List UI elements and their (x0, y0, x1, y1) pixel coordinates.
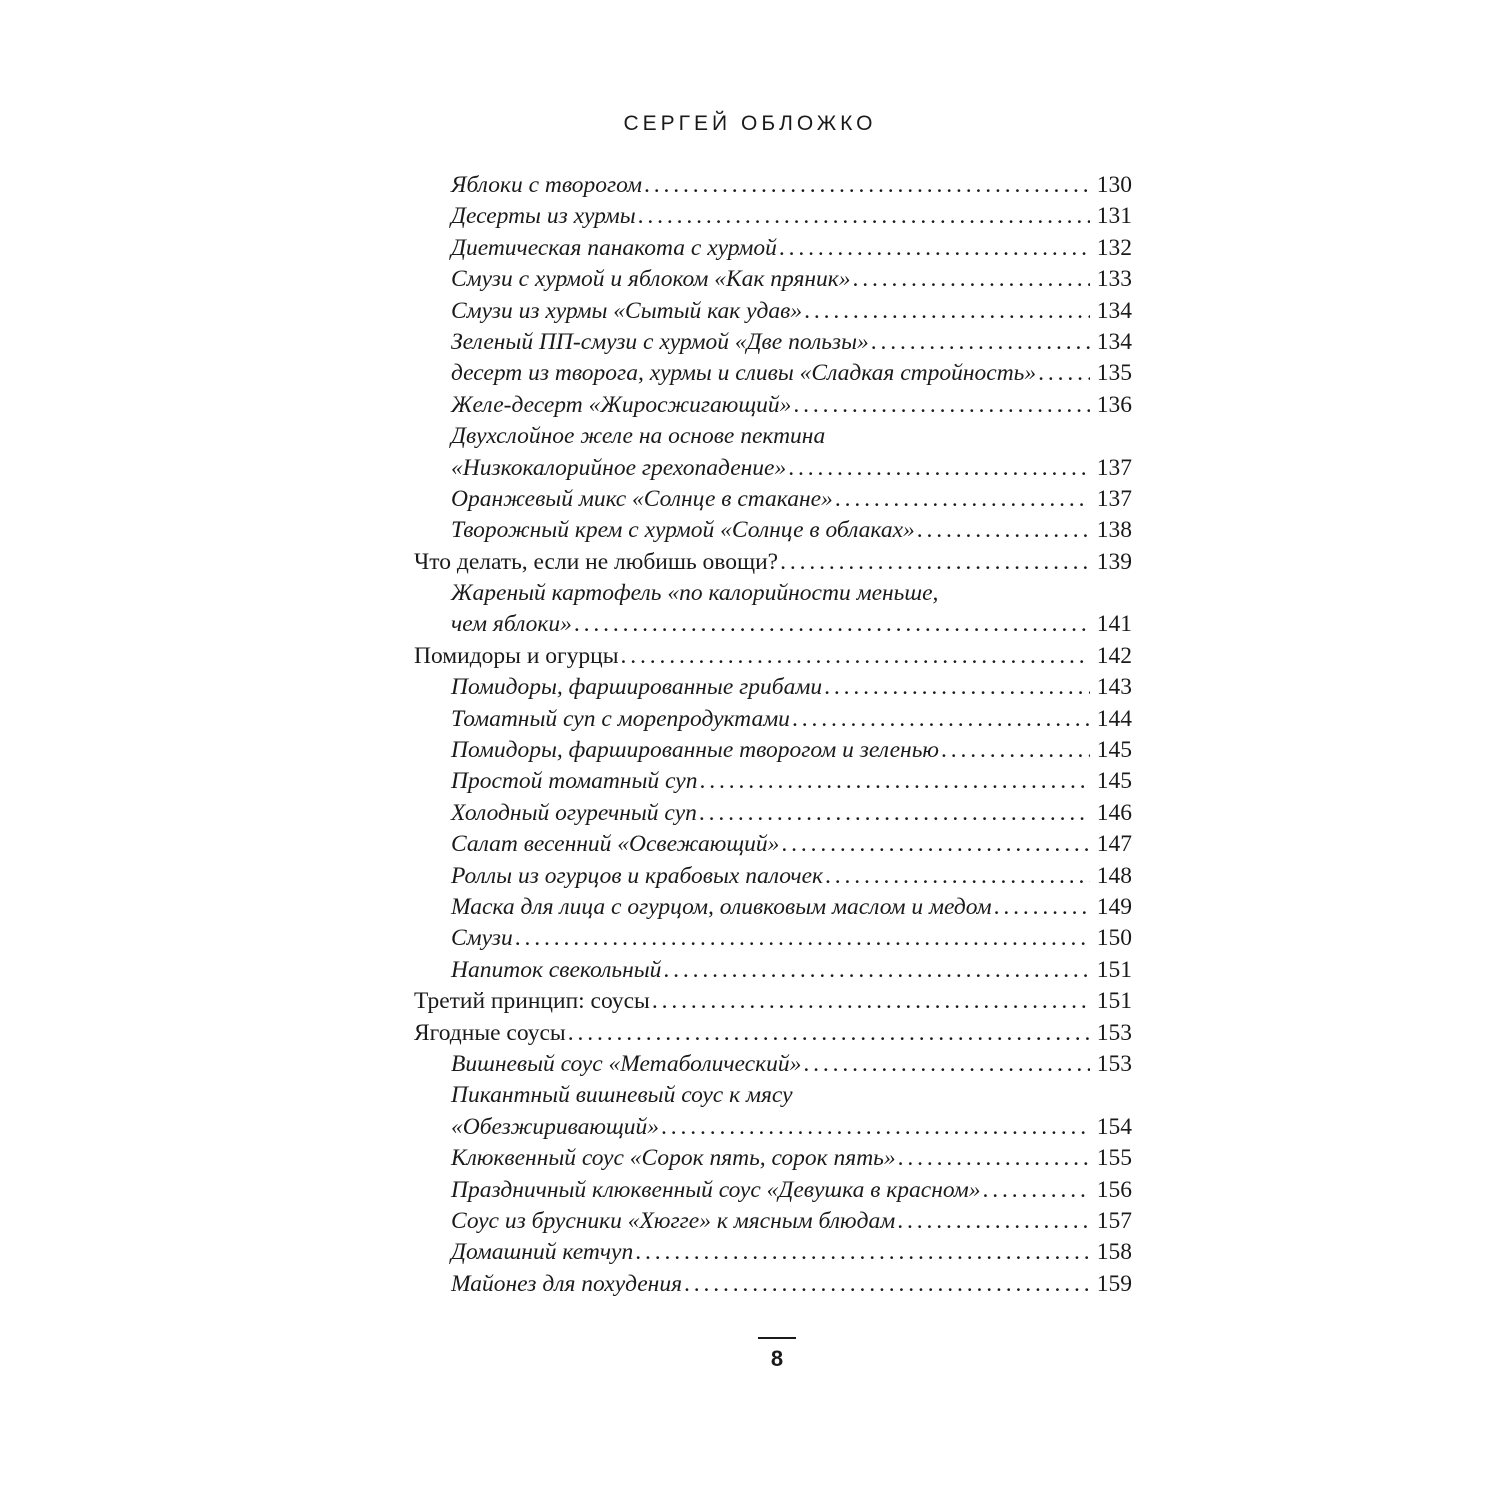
toc-entry-page: 144 (1096, 705, 1132, 732)
toc-entry (414, 735, 1132, 766)
toc-entry (414, 798, 1132, 829)
page-number: 8 (770, 1346, 784, 1371)
toc-entry (414, 358, 1132, 389)
dot-leader (871, 327, 1090, 358)
toc-entry (414, 296, 1132, 327)
toc-entry (414, 861, 1132, 892)
toc-entry (414, 170, 1132, 201)
dot-leader (982, 1175, 1090, 1206)
toc-entry-page: 141 (1096, 611, 1132, 638)
table-of-contents (414, 170, 1132, 1300)
toc-entry (414, 672, 1132, 703)
toc-entry-title: Десерты из хурмы (451, 203, 636, 230)
toc-entry (414, 1206, 1132, 1237)
dot-leader (941, 735, 1090, 766)
toc-entry-title: чем яблоки» (451, 611, 572, 638)
dot-leader (897, 1206, 1090, 1237)
toc-entry-title: Домашний кетчуп (451, 1239, 634, 1266)
toc-entry-page: 136 (1096, 391, 1132, 418)
toc-entry-page: 153 (1096, 1050, 1132, 1077)
toc-entry (414, 641, 1132, 672)
dot-leader (792, 704, 1090, 735)
toc-entry-title: Оранжевый микс «Солнце в стакане» (451, 485, 833, 512)
toc-entry-title: Соус из брусники «Хюгге» к мясным блюдам (451, 1207, 896, 1234)
toc-entry (414, 327, 1132, 358)
toc-entry-page: 158 (1096, 1239, 1132, 1266)
toc-entry-page: 159 (1096, 1270, 1132, 1297)
toc-entry-title: Холодный огуречный суп (451, 799, 697, 826)
dot-leader (1038, 358, 1090, 389)
toc-entry (414, 986, 1132, 1017)
toc-entry (414, 421, 1132, 452)
toc-entry (414, 1049, 1132, 1080)
dot-leader (898, 1143, 1090, 1174)
toc-entry-title: Смузи с хурмой и яблоком «Как пряник» (451, 266, 851, 293)
toc-entry-page: 132 (1096, 234, 1132, 261)
toc-entry-page: 134 (1096, 328, 1132, 355)
toc-entry-title: «Низкокалорийное грехопадение» (451, 454, 787, 481)
toc-entry-title: «Обезжиривающий» (451, 1113, 659, 1140)
toc-entry (414, 892, 1132, 923)
toc-entry-title: Яблоки с творогом (451, 172, 643, 198)
toc-entry-page: 137 (1096, 454, 1132, 481)
toc-entry-page: 131 (1096, 203, 1132, 230)
toc-entry-page: 157 (1096, 1207, 1132, 1234)
toc-entry-title: Роллы из огурцов и крабовых палочек (451, 862, 824, 889)
toc-entry-title: Желе-десерт «Жиросжигающий» (451, 391, 792, 418)
toc-entry-title: Праздничный клюквенный соус «Девушка в красном» (451, 1176, 981, 1203)
dot-leader (793, 390, 1090, 421)
toc-entry-page: 137 (1096, 485, 1132, 512)
toc-entry (414, 201, 1132, 232)
dot-leader (780, 547, 1090, 578)
toc-entry (414, 547, 1132, 578)
toc-entry (414, 1080, 1132, 1111)
toc-entry (414, 1237, 1132, 1268)
running-header: СЕРГЕЙ ОБЛОЖКО (623, 112, 877, 135)
toc-entry (414, 829, 1132, 860)
toc-entry-title: Маска для лица с огурцом, оливковым маслом и медом (451, 893, 992, 920)
dot-leader (917, 515, 1090, 546)
toc-entry-title: Помидоры и огурцы (414, 642, 619, 669)
dot-leader (574, 609, 1090, 640)
dot-leader (661, 1112, 1090, 1143)
dot-leader (515, 923, 1090, 954)
toc-entry (414, 1269, 1132, 1300)
toc-entry-title: Простой томатный суп (451, 768, 698, 795)
toc-entry-page: 153 (1096, 1019, 1132, 1046)
toc-entry-title: Диетическая панакота с хурмой (451, 234, 777, 261)
toc-entry-title: Майонез для похудения (451, 1270, 683, 1297)
dot-leader (779, 233, 1090, 264)
toc-entry-title: Двухслойное желе на основе пектина (451, 423, 826, 450)
footer-rule (758, 1337, 796, 1339)
toc-entry-page: 148 (1096, 862, 1132, 889)
toc-entry-page: 149 (1096, 893, 1132, 920)
dot-leader (568, 1018, 1090, 1049)
dot-leader (699, 798, 1090, 829)
dot-leader (825, 861, 1090, 892)
toc-entry-page: 155 (1096, 1145, 1132, 1172)
toc-entry (414, 515, 1132, 546)
toc-entry-title: Жареный картофель «по калорийности меньше, (451, 580, 939, 607)
toc-entry-page: 142 (1096, 642, 1132, 669)
toc-entry-title: десерт из творога, хурмы и сливы «Сладкая стройность» (451, 360, 1037, 387)
toc-entry-page: 145 (1096, 768, 1132, 795)
toc-entry-title: Смузи из хурмы «Сытый как удав» (451, 297, 803, 324)
dot-leader (804, 296, 1090, 327)
dot-leader (788, 453, 1090, 484)
toc-entry-page: 134 (1096, 297, 1132, 324)
dot-leader (781, 829, 1090, 860)
toc-entry-title: Напиток свекольный (451, 956, 662, 983)
toc-entry-title: Третий принцип: соусы (414, 988, 650, 1015)
dot-leader (835, 484, 1090, 515)
toc-entry (414, 923, 1132, 954)
toc-entry-page: 151 (1096, 956, 1132, 983)
toc-entry (414, 233, 1132, 264)
toc-entry (414, 390, 1132, 421)
toc-entry-title: Клюквенный соус «Сорок пять, сорок пять» (451, 1145, 896, 1172)
toc-entry-page: 130 (1096, 172, 1132, 198)
toc-entry-page: 147 (1096, 831, 1132, 858)
toc-entry (414, 609, 1132, 640)
toc-entry-title: Помидоры, фаршированные творогом и зеленью (451, 737, 939, 764)
dot-leader (652, 986, 1090, 1017)
dot-leader (803, 1049, 1090, 1080)
toc-entry (414, 1112, 1132, 1143)
toc-entry-title: Что делать, если не любишь овощи? (414, 548, 779, 575)
toc-entry-title: Пикантный вишневый соус к мясу (451, 1082, 793, 1109)
dot-leader (638, 201, 1090, 232)
toc-entry-title: Томатный суп с морепродуктами (451, 705, 790, 732)
toc-entry (414, 955, 1132, 986)
dot-leader (684, 1269, 1090, 1300)
toc-entry-page: 156 (1096, 1176, 1132, 1203)
dot-leader (994, 892, 1090, 923)
toc-entry (414, 264, 1132, 295)
dot-leader (824, 672, 1090, 703)
toc-entry-page: 150 (1096, 925, 1132, 952)
toc-entry (414, 1175, 1132, 1206)
toc-entry-title: Ягодные соусы (414, 1019, 566, 1046)
dot-leader (663, 955, 1090, 986)
toc-entry-title: Вишневый соус «Метаболический» (451, 1050, 802, 1077)
toc-entry (414, 484, 1132, 515)
dot-leader (853, 264, 1090, 295)
toc-entry (414, 578, 1132, 609)
toc-entry-page: 135 (1096, 360, 1132, 387)
toc-entry-page: 138 (1096, 517, 1132, 544)
toc-entry-title: Творожный крем с хурмой «Солнце в облаках» (451, 517, 915, 544)
toc-entry (414, 1018, 1132, 1049)
dot-leader (621, 641, 1090, 672)
toc-entry-page: 133 (1096, 266, 1132, 293)
toc-entry (414, 453, 1132, 484)
toc-entry-title: Смузи (451, 925, 513, 952)
toc-entry (414, 766, 1132, 797)
toc-entry-title: Зеленый ПП-смузи с хурмой «Две пользы» (451, 328, 869, 355)
toc-entry-page: 145 (1096, 737, 1132, 764)
toc-entry-page: 139 (1096, 548, 1132, 575)
toc-entry-page: 146 (1096, 799, 1132, 826)
toc-entry-page: 154 (1096, 1113, 1132, 1140)
toc-entry-title: Помидоры, фаршированные грибами (451, 674, 823, 701)
toc-entry-title: Салат весенний «Освежающий» (451, 831, 780, 858)
toc-entry-page: 143 (1096, 674, 1132, 701)
dot-leader (644, 170, 1090, 201)
toc-entry (414, 1143, 1132, 1174)
toc-entry-page: 151 (1096, 988, 1132, 1015)
dot-leader (699, 766, 1090, 797)
dot-leader (635, 1237, 1090, 1268)
toc-entry (414, 704, 1132, 735)
